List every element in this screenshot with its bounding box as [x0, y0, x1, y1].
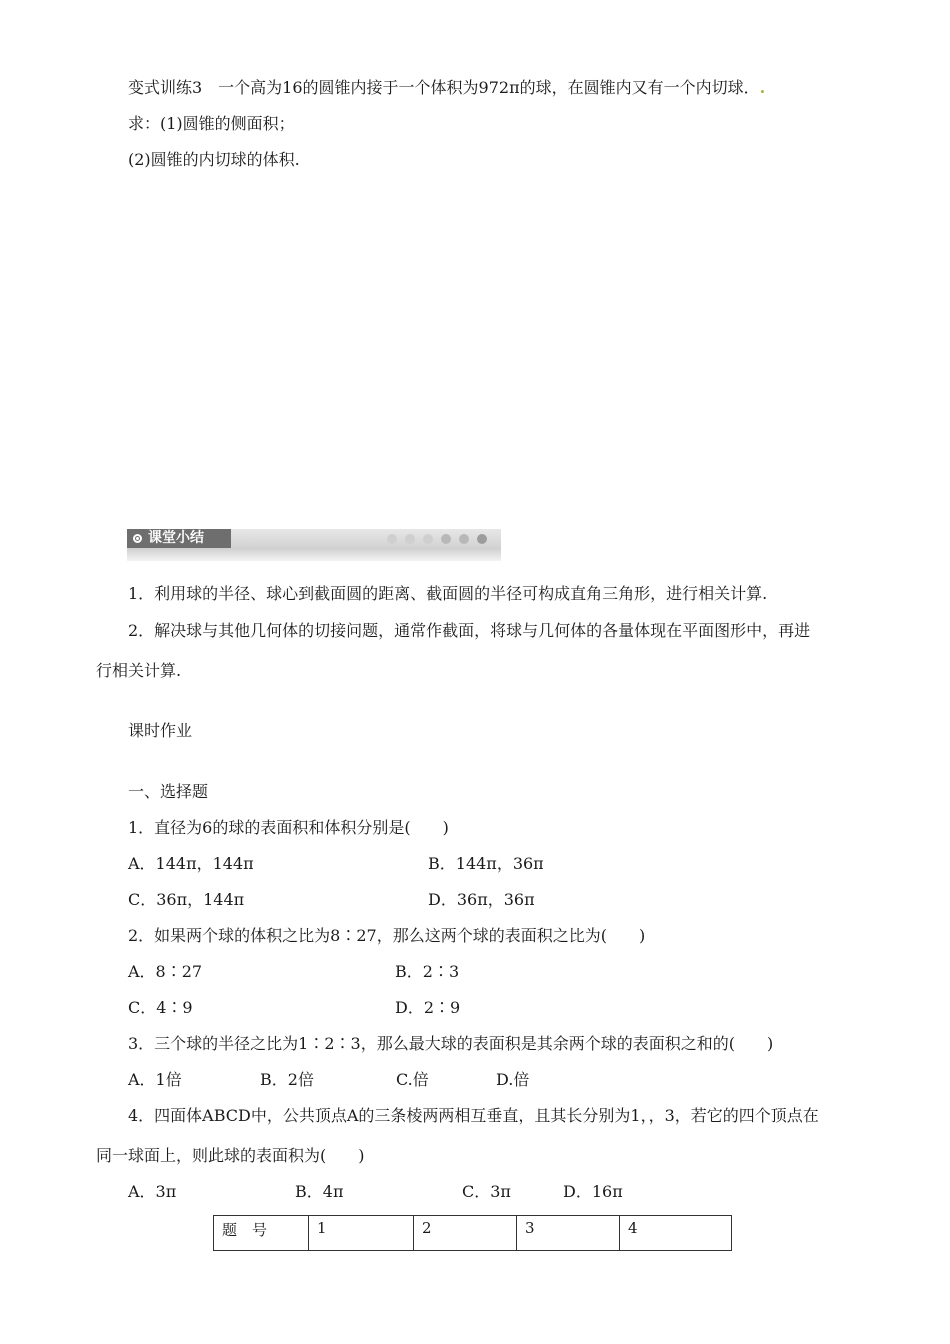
- q1-stem: 1．直径为6的球的表面积和体积分别是( ): [128, 818, 449, 837]
- green-dot: .: [759, 78, 766, 97]
- dot-icon: [423, 534, 433, 544]
- banner-title-box: [127, 529, 231, 548]
- table-cell[interactable]: 1: [309, 1216, 414, 1251]
- q4-option-a: A．3π: [128, 1182, 177, 1201]
- q1-option-d: D．36π，36π: [428, 890, 535, 909]
- q3-option-d: D.倍: [496, 1070, 530, 1089]
- table-header-cell: 题 号: [214, 1216, 309, 1251]
- dot-icon: [387, 534, 397, 544]
- dot-icon: [459, 534, 469, 544]
- q3-option-b: B．2倍: [260, 1070, 314, 1089]
- summary-point-2a: 2．解决球与其他几何体的切接问题，通常作截面，将球与几何体的各量体现在平面图形中，再进: [128, 621, 811, 640]
- q4-option-c: C．3π: [462, 1182, 511, 1201]
- banner-title: 课堂小结: [148, 530, 204, 546]
- q3-option-a: A．1倍: [128, 1070, 182, 1089]
- target-icon: [133, 534, 142, 543]
- homework-heading: 课时作业: [128, 721, 193, 740]
- summary-point-1: 1．利用球的半径、球心到截面圆的距离、截面圆的半径可构成直角三角形，进行相关计算.: [128, 584, 768, 603]
- q1-option-b: B．144π，36π: [428, 854, 544, 873]
- q4-stem-a: 4．四面体ABCD中，公共顶点A的三条棱两两相互垂直，且其长分别为1，，3，若它的四个顶点在: [128, 1106, 819, 1125]
- q1-option-c: C．36π，144π: [128, 890, 245, 909]
- q2-option-d: D．2∶9: [395, 998, 461, 1017]
- q4-option-d: D．16π: [563, 1182, 623, 1201]
- exercise-text: 变式训练3 一个高为16的圆锥内接于一个体积为972π的球，在圆锥内又有一个内切球．: [128, 78, 760, 97]
- exercise-line-3: (2)圆锥的内切球的体积.: [128, 150, 300, 169]
- summary-point-2b: 行相关计算.: [96, 661, 182, 680]
- dot-icon: [477, 534, 487, 544]
- banner-dots: [387, 534, 487, 544]
- section-heading: 一、选择题: [128, 782, 209, 801]
- q3-stem: 3．三个球的半径之比为1∶2∶3，那么最大球的表面积是其余两个球的表面积之和的( ): [128, 1034, 774, 1053]
- table-cell[interactable]: 2: [414, 1216, 517, 1251]
- table-cell[interactable]: 3: [517, 1216, 620, 1251]
- q2-option-a: A．8∶27: [128, 962, 203, 981]
- dot-icon: [405, 534, 415, 544]
- exercise-line-1: [128, 78, 765, 98]
- answer-table: [213, 1215, 732, 1251]
- dot-icon: [441, 534, 451, 544]
- q4-stem-b: 同一球面上，则此球的表面积为( ): [96, 1146, 365, 1165]
- exercise-line-2: 求：(1)圆锥的侧面积；: [128, 114, 295, 133]
- summary-banner: [127, 529, 501, 561]
- q1-option-a: A．144π，144π: [128, 854, 254, 873]
- table-cell[interactable]: 4: [620, 1216, 732, 1251]
- table-row: [214, 1216, 732, 1251]
- q3-option-c: C.倍: [396, 1070, 429, 1089]
- q2-stem: 2．如果两个球的体积之比为8∶27，那么这两个球的表面积之比为( ): [128, 926, 646, 945]
- q2-option-c: C．4∶9: [128, 998, 193, 1017]
- q2-option-b: B．2∶3: [395, 962, 460, 981]
- q4-option-b: B．4π: [295, 1182, 344, 1201]
- banner-shadow: [127, 548, 501, 561]
